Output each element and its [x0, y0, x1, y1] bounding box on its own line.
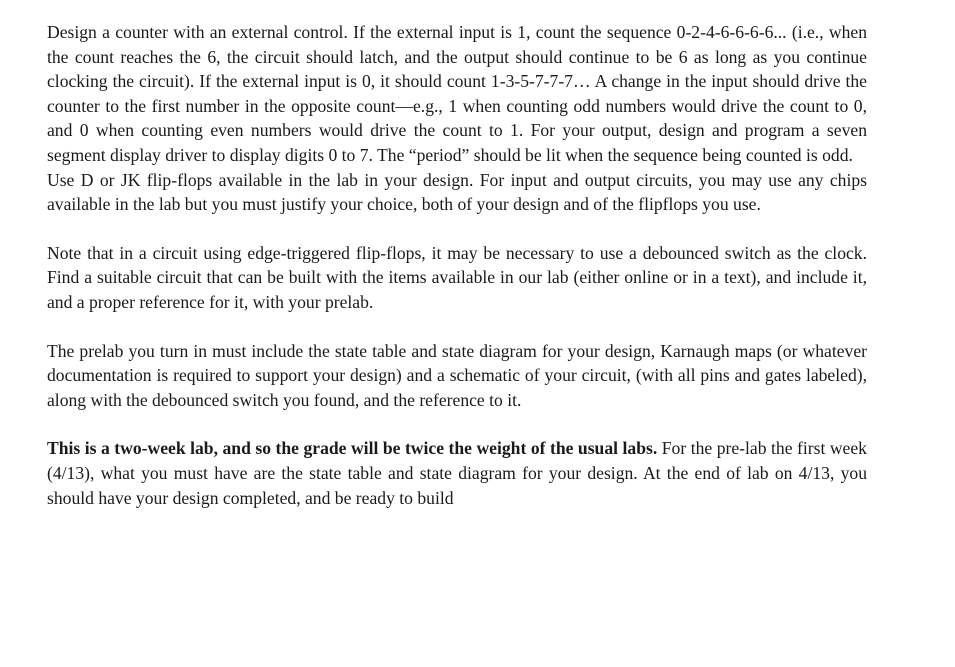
paragraph-prelab: The prelab you turn in must include the state table and state diagram for your design, Karnaugh maps (or whatever documentation is required to support your design) and a schematic of your circuit, (with all pins and gates labeled), along with the debounced switch you found, and the reference to it. [47, 340, 867, 410]
paragraph-gap [47, 315, 867, 339]
paragraph-counter-design: Design a counter with an external control. If the external input is 1, count the sequence 0-2-4-6-6-6-6... (i.e., when the count reaches the 6, the circuit should latch, and the output should continue to be 6 as long as you continue clocking the circuit). If the external input is 0, it should count 1-3-5-7-7-7… A change in the input should drive the counter to the first number in the opposite count—e.g., 1 when counting odd numbers would drive the count to 0, and 0 when counting even numbers would drive the count to 1. For your output, design and program a seven segment display driver to display digits 0 to 7. The “period” should be lit when the sequence being counted is odd. [47, 22, 867, 165]
paragraph-gap [47, 412, 867, 436]
paragraph-debounce: Note that in a circuit using edge-triggered flip-flops, it may be necessary to use a debounced switch as the clock. Find a suitable circuit that can be built with the items available in our lab (either online or in a text), and include it, and a proper reference for it, with your prelab. [47, 242, 867, 312]
paragraph-flipflops: Use D or JK flip-flops available in the lab in your design. For input and output circuits, you may use any chips available in the lab but you must justify your choice, both of your design and of the flipflops you use. [47, 169, 867, 215]
two-week-lab-details: For the pre-lab the first week (4/13), what you must have are the state table and state diagram for your design. At the end of lab on 4/13, you should have your design completed, and be ready to build [47, 438, 867, 508]
document-body [47, 20, 867, 510]
two-week-lab-emphasis: This is a two-week lab, and so the grade will be twice the weight of the usual labs. [47, 438, 658, 459]
paragraph-two-week-lab [47, 436, 867, 510]
paragraph-gap [47, 217, 867, 241]
